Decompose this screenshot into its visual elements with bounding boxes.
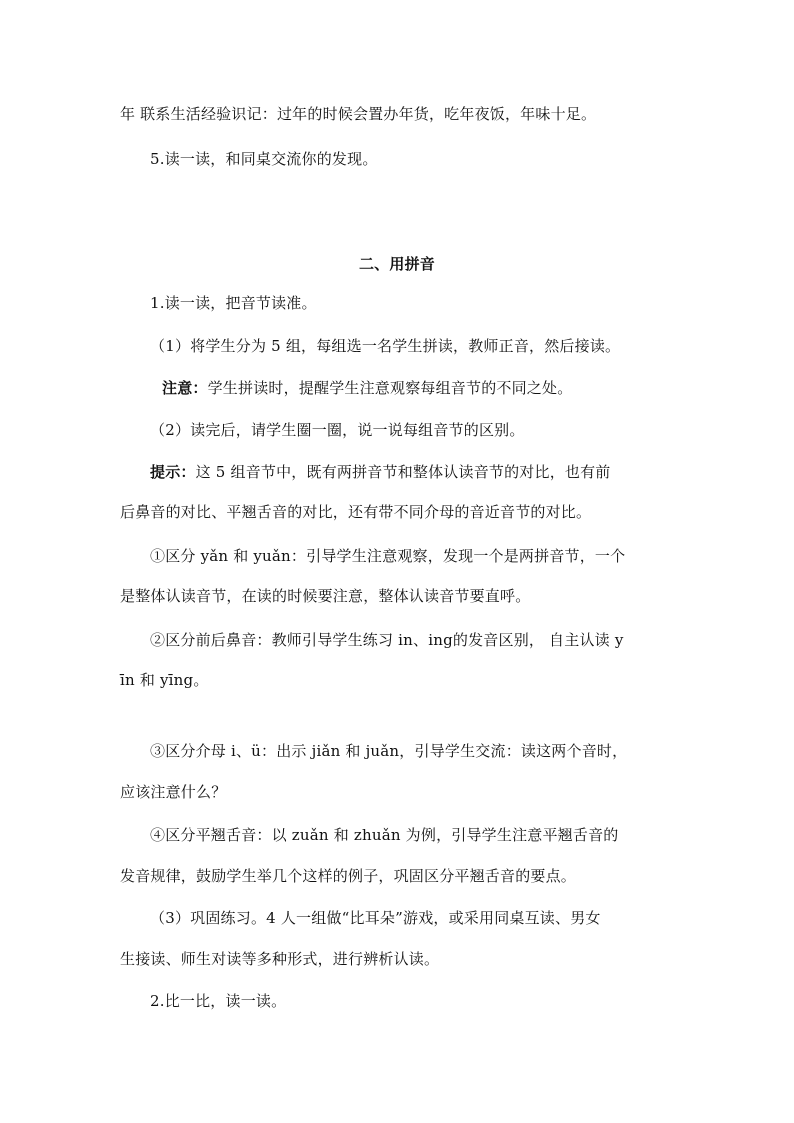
section-title: 二、用拼音	[358, 255, 435, 273]
hint-line	[150, 462, 690, 482]
note-label: 注意：	[162, 379, 208, 397]
point-3-b: 应该注意什么？	[120, 783, 227, 801]
item-1: 1.读一读，把音节读准。	[150, 294, 317, 312]
point-4-a: ④区分平翘舌音：以 zuǎn 和 zhuǎn 为例，引导学生注意平翘舌音的	[150, 826, 619, 844]
point-2-a: ②区分前后鼻音：教师引导学生练习 in、ing的发音区别， 自主认读 y	[150, 631, 624, 649]
point-1-b: 是整体认读音节，在读的时候要注意，整体认读音节要直呼。	[120, 587, 531, 605]
point-3-a: ③区分介母 i、ü：出示 jiǎn 和 juǎn，引导学生交流：读这两个音时，	[150, 742, 628, 760]
text-line-2: 5.读一读，和同桌交流你的发现。	[150, 150, 378, 168]
hint-text-1: 这 5 组音节中，既有两拼音节和整体认读音节的对比，也有前	[195, 463, 611, 481]
step-2: （2）读完后，请学生圈一圈，说一说每组音节的区别。	[150, 421, 525, 439]
hint-text-2: 后鼻音的对比、平翘舌音的对比，还有带不同介母的音近音节的对比。	[120, 503, 592, 521]
item-2: 2.比一比，读一读。	[150, 992, 287, 1010]
text-line-1: 年 联系生活经验识记：过年的时候会置办年货，吃年夜饭，年味十足。	[120, 105, 597, 123]
hint-label: 提示：	[150, 463, 196, 481]
point-4-b: 发音规律，鼓励学生举几个这样的例子，巩固区分平翘舌音的要点。	[120, 867, 577, 885]
point-1-a: ①区分 yǎn 和 yuǎn：引导学生注意观察，发现一个是两拼音节，一个	[150, 547, 626, 565]
step-1: （1）将学生分为 5 组，每组选一名学生拼读，教师正音，然后接读。	[150, 337, 621, 355]
note-text: 学生拼读时，提醒学生注意观察每组音节的不同之处。	[207, 379, 573, 397]
step-3-b: 生接读、师生对读等多种形式，进行辨析认读。	[120, 950, 440, 968]
note-line	[162, 378, 702, 398]
step-3-a: （3）巩固练习。4 人一组做“比耳朵”游戏，或采用同桌互读、男女	[150, 909, 601, 927]
point-2-b: īn 和 yīng。	[120, 671, 209, 689]
